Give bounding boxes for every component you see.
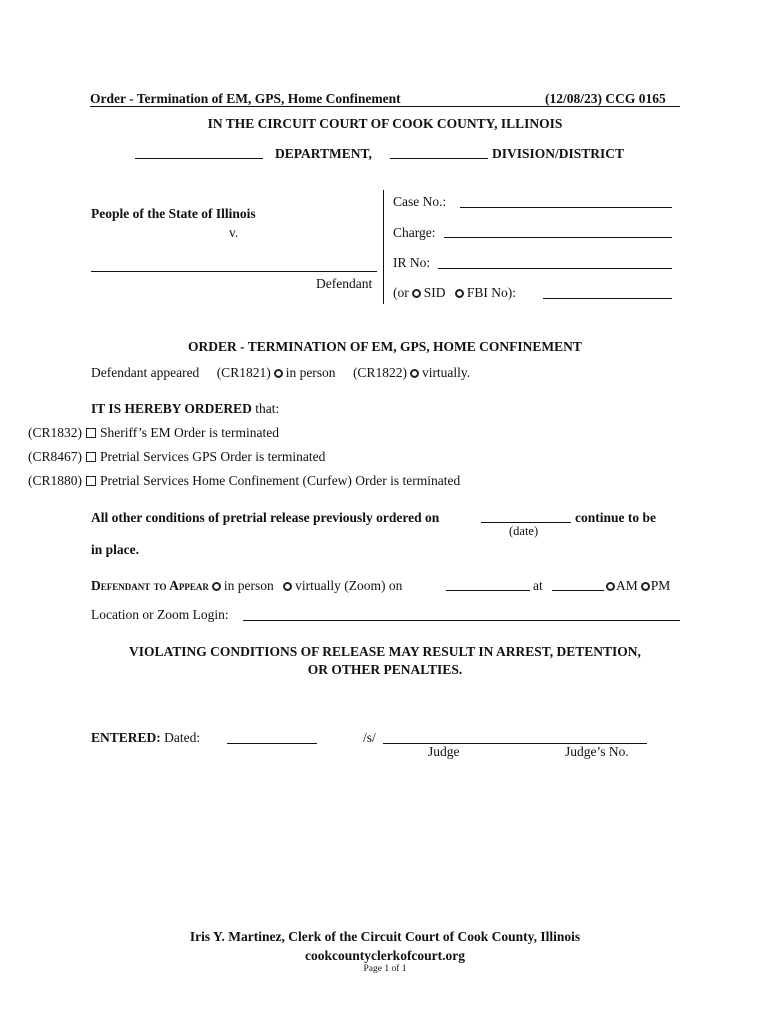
header-rule [90,106,680,107]
conditions-continue: continue to be [575,510,656,525]
appear-label: Defendant to Appear [91,578,209,593]
appear-date-field[interactable] [446,590,530,591]
clerk-name: Iris Y. Martinez, Clerk of the Circuit Court of Cook County, Illinois [189,929,581,944]
defendant-label: Defendant [316,276,373,291]
appeared-label: Defendant appeared [91,365,200,380]
date-hint: (date) [509,524,539,538]
judge-label: Judge [428,744,460,759]
appear-in-person-radio[interactable] [212,582,221,591]
sid-radio[interactable] [412,289,421,298]
ordered-rest: that: [255,401,280,416]
item-text: Pretrial Services Home Confinement (Curfew) Order is terminated [100,473,461,488]
sid-fbi-row [393,285,516,301]
order-item [28,425,279,441]
division-label: DIVISION/DISTRICT [492,146,625,161]
entered-date-field[interactable] [227,743,317,744]
clerk-website[interactable]: cookcountyclerkofcourt.org [304,948,466,963]
department-field[interactable] [135,158,263,159]
virtually-radio[interactable] [410,369,419,378]
case-no-label: Case No.: [393,194,447,209]
case-no-field[interactable] [460,207,672,208]
division-field[interactable] [390,158,488,159]
signature-prefix: /s/ [363,730,376,745]
warning-line-1: VIOLATING CONDITIONS OF RELEASE MAY RESULT IN ARREST, DETENTION, [129,644,641,659]
order-item [28,473,460,489]
appear-in-person-label: in person [223,578,274,593]
in-place-text: in place. [91,542,140,557]
location-field[interactable] [243,620,680,621]
in-person-radio[interactable] [274,369,283,378]
cr1822-code: (CR1822) [352,365,407,380]
entered-label: ENTERED: [91,730,161,745]
order-item [28,449,325,465]
em-order-checkbox[interactable] [86,428,96,438]
department-label: DEPARTMENT, [275,146,372,161]
conditions-date-field[interactable] [481,522,571,523]
item-text: Pretrial Services GPS Order is terminated [100,449,326,464]
ir-no-label: IR No: [393,255,431,270]
fbi-label: FBI No): [466,285,517,300]
charge-label: Charge: [393,225,436,240]
conditions-text: All other conditions of pretrial release previously ordered on [91,510,440,525]
cr1821-code: (CR1821) [216,365,271,380]
defendant-name-field[interactable] [91,271,377,272]
at-label: at [533,578,543,593]
or-label: (or [393,285,409,300]
appear-time-field[interactable] [552,590,604,591]
order-title: ORDER - TERMINATION OF EM, GPS, HOME CONFINEMENT [188,339,582,354]
plaintiff-name: People of the State of Illinois [91,206,256,221]
appearance-row [91,365,470,381]
caption-divider [383,190,384,304]
gps-order-checkbox[interactable] [86,452,96,462]
charge-field[interactable] [444,237,672,238]
location-label: Location or Zoom Login: [91,607,229,622]
am-radio[interactable] [606,582,615,591]
am-label: AM [616,578,638,593]
form-title: Order - Termination of EM, GPS, Home Confinement [90,91,401,106]
dated-label: Dated: [164,730,201,745]
page-number: Page 1 of 1 [363,964,407,974]
virtually-label: virtually. [421,365,471,380]
warning-line-2: OR OTHER PENALTIES. [307,662,463,677]
sid-label: SID [423,285,446,300]
entered-row [91,730,200,746]
appear-row [91,578,402,594]
fbi-radio[interactable] [455,289,464,298]
ordered-bold: IT IS HEREBY ORDERED [91,401,252,416]
ir-no-field[interactable] [438,268,672,269]
item-text: Sheriff’s EM Order is terminated [100,425,279,440]
item-code: (CR1880) [28,473,82,488]
item-code: (CR1832) [28,425,82,440]
appear-virtual-label: virtually (Zoom) on [295,578,403,593]
appear-virtual-radio[interactable] [283,582,292,591]
ampm-row [606,578,670,594]
court-title: IN THE CIRCUIT COURT OF COOK COUNTY, ILLINOIS [207,116,563,131]
form-code: (12/08/23) CCG 0165 [545,91,666,106]
pm-label: PM [650,578,671,593]
item-code: (CR8467) [28,449,82,464]
versus: v. [229,225,239,240]
ordered-heading [91,401,279,417]
judge-no-label: Judge’s No. [565,744,629,759]
pm-radio[interactable] [641,582,650,591]
sid-fbi-field[interactable] [543,298,672,299]
home-confinement-checkbox[interactable] [86,476,96,486]
in-person-label: in person [285,365,336,380]
